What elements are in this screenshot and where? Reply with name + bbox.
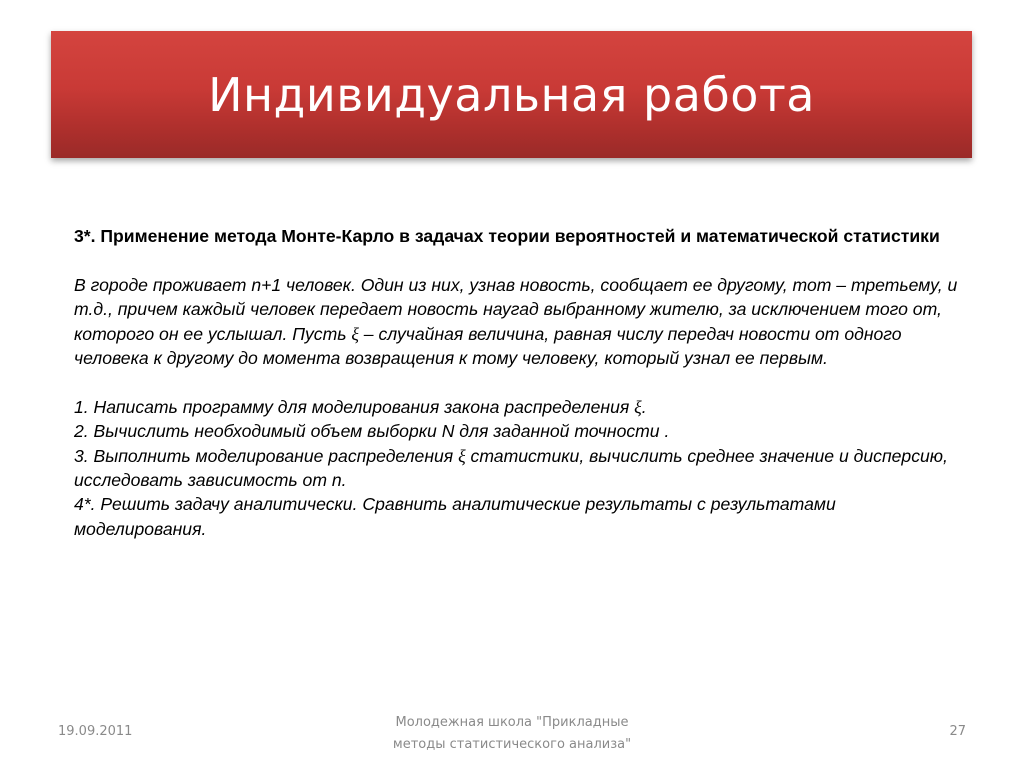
- paragraph-text-start: В городе проживает n+1 человек. Один из них, узнав новость, сообщает ее другому, тот – третьему, и т.д., причем каждый человек передает новость наугад выбранному жителю, за исключением того от, которого он ее услышал. Пусть: [74, 274, 958, 344]
- xi-symbol: ξ: [634, 396, 642, 417]
- task-1-text: 1. Написать программу для моделирования закона распределения: [74, 396, 635, 417]
- task-3-end: статистики, вычислить среднее значение и дисперсию, исследовать зависимость от n.: [74, 445, 948, 491]
- xi-symbol: ξ: [458, 445, 466, 466]
- task-item-4: 4*. Решить задачу аналитически. Сравнить аналитические результаты с результатами моделирования.: [74, 494, 836, 539]
- spacer: [74, 370, 964, 394]
- task-1-end: .: [641, 396, 647, 417]
- task-heading: 3*. Применение метода Монте-Карло в задачах теории вероятностей и математической статистики: [74, 226, 940, 246]
- task-3-text: 3. Выполнить моделирование распределения: [74, 445, 459, 466]
- page-number: 27: [949, 724, 966, 739]
- paragraph-text-end: – случайная величина, равная числу передач новости от одного человека к другому до момента возвращения к тому человеку, который узнал ее первым.: [74, 323, 902, 369]
- title-banner: [51, 31, 972, 158]
- slide-content: [74, 224, 964, 541]
- footer-line-2: методы статистического анализа": [392, 737, 632, 752]
- task-list: [74, 395, 964, 541]
- task-item-3: [74, 444, 964, 493]
- slide-title: Индивидуальная работа: [208, 67, 815, 122]
- footer-school-name: [362, 712, 662, 756]
- problem-paragraph: [74, 273, 964, 371]
- footer-date: 19.09.2011: [58, 724, 133, 739]
- task-item-2: 2. Вычислить необходимый объем выборки N для заданной точности .: [74, 421, 670, 442]
- xi-symbol: ξ: [351, 323, 359, 344]
- task-item-1: [74, 395, 964, 419]
- spacer: [74, 248, 964, 272]
- footer-line-1: Молодежная школа "Прикладные: [395, 715, 629, 730]
